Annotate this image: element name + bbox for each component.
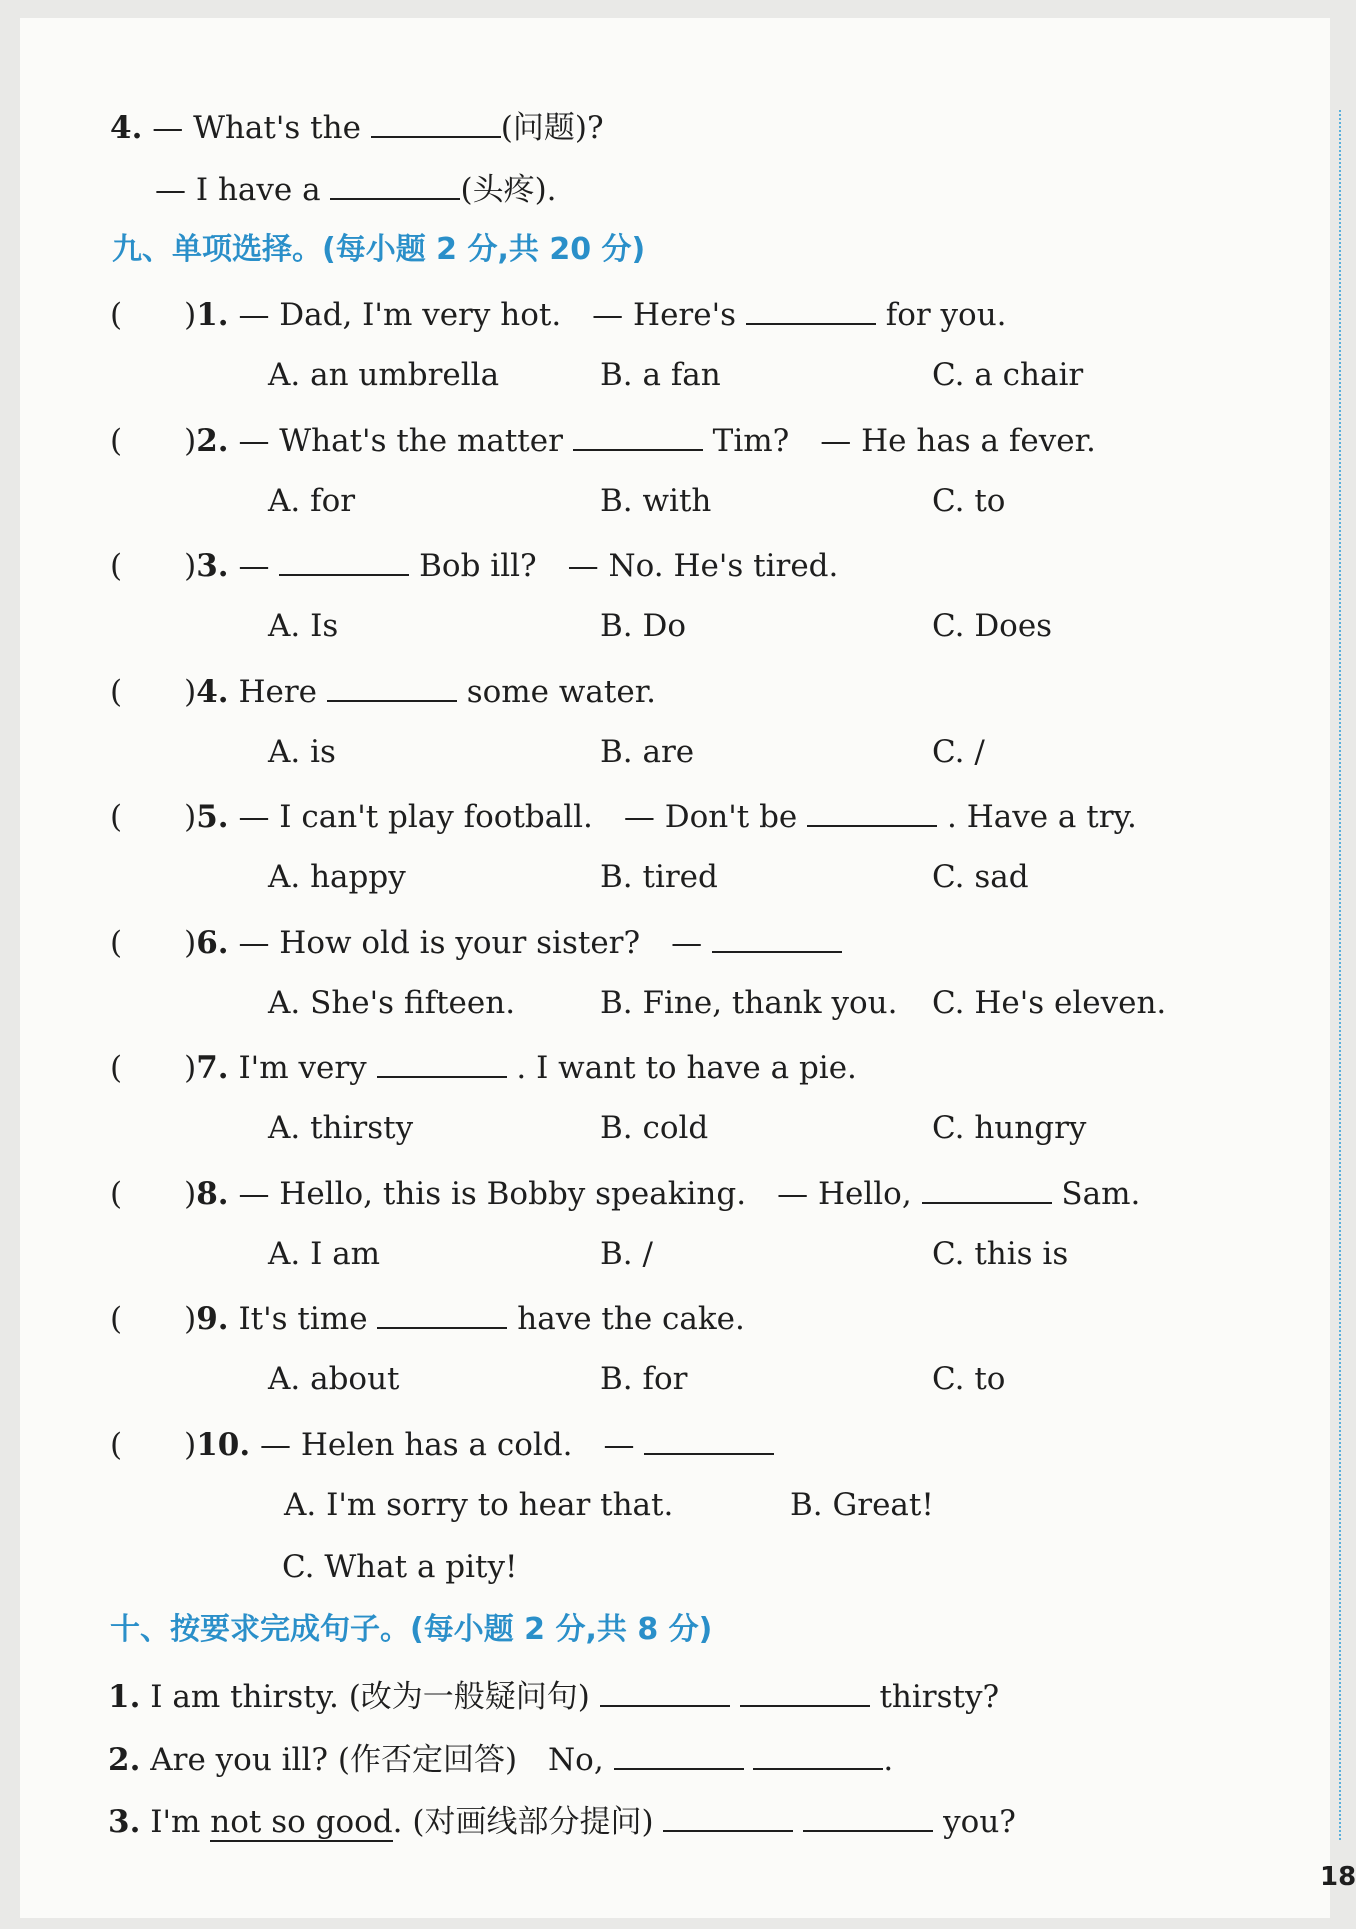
answer-paren[interactable]: ( ) (110, 422, 197, 459)
section-10-item-2: 2. Are you ill? (作否定回答) No, . (108, 1738, 893, 1780)
question-2-option-b: B. with (600, 482, 712, 519)
question-10-option-b: B. Great! (790, 1486, 934, 1523)
question-9-option-c: C. to (932, 1361, 1006, 1397)
section-10-item-1: 1. I am thirsty. (改为一般疑问句) thirsty? (108, 1675, 999, 1717)
answer-blank[interactable] (807, 795, 937, 827)
question-10-option-a: A. I'm sorry to hear that. (284, 1486, 674, 1523)
question-6-option-a: A. She's fifteen. (268, 984, 516, 1021)
answer-paren[interactable]: ( ) (110, 1175, 197, 1212)
answer-blank[interactable] (600, 1675, 730, 1707)
question-9-option-a: A. about (268, 1361, 400, 1397)
question-5-stem: ( )5. — I can't play football. — Don't be . Have a try. (110, 795, 1137, 837)
question-10-stem: ( )10. — Helen has a cold. — (110, 1423, 774, 1465)
question-7-stem: ( )7. I'm very . I want to have a pie. (110, 1046, 857, 1088)
answer-blank[interactable] (330, 168, 460, 200)
question-8-stem: ( )8. — Hello, this is Bobby speaking. — Hello, Sam. (110, 1172, 1140, 1214)
question-3-stem: ( )3. — Bob ill? — No. He's tired. (110, 544, 838, 586)
answer-blank[interactable] (753, 1738, 883, 1770)
page-number: 18 (1320, 1862, 1356, 1892)
answer-blank[interactable] (371, 106, 501, 138)
answer-blank[interactable] (279, 544, 409, 576)
prev-question-4-line1: 4. — What's the (问题)? (110, 106, 604, 148)
answer-paren[interactable]: ( ) (110, 548, 197, 584)
answer-blank[interactable] (614, 1738, 744, 1770)
question-8-option-c: C. this is (932, 1235, 1069, 1272)
answer-blank[interactable] (377, 1297, 507, 1329)
answer-blank[interactable] (803, 1800, 933, 1832)
question-5-option-a: A. happy (268, 859, 406, 895)
question-4-option-c: C. / (932, 733, 985, 770)
answer-blank[interactable] (922, 1172, 1052, 1204)
answer-blank[interactable] (740, 1675, 870, 1707)
answer-blank[interactable] (663, 1800, 793, 1832)
answer-paren[interactable]: ( ) (110, 1426, 197, 1463)
section-9-title: 九、单项选择。(每小题 2 分,共 20 分) (112, 232, 646, 267)
question-7-option-a: A. thirsty (268, 1110, 414, 1146)
question-7-option-b: B. cold (600, 1110, 709, 1146)
answer-paren[interactable]: ( ) (110, 1301, 197, 1337)
question-9-option-b: B. for (600, 1361, 688, 1397)
answer-blank[interactable] (712, 921, 842, 953)
question-1-stem: ( )1. — Dad, I'm very hot. — Here's for you. (110, 293, 1007, 335)
answer-blank[interactable] (746, 293, 876, 325)
question-2-stem: ( )2. — What's the matter Tim? — He has a fever. (110, 419, 1096, 461)
question-9-stem: ( )9. It's time have the cake. (110, 1297, 745, 1339)
question-10-option-c: C. What a pity! (282, 1548, 518, 1585)
question-4-option-b: B. are (600, 733, 695, 770)
question-8-option-a: A. I am (268, 1235, 381, 1272)
answer-paren[interactable]: ( ) (110, 799, 197, 835)
answer-blank[interactable] (377, 1046, 507, 1078)
question-6-option-c: C. He's eleven. (932, 984, 1167, 1021)
question-6-option-b: B. Fine, thank you. (600, 984, 898, 1021)
question-4-stem: ( )4. Here some water. (110, 670, 656, 712)
answer-paren[interactable]: ( ) (110, 673, 197, 710)
question-1-option-c: C. a chair (932, 357, 1084, 393)
question-4-option-a: A. is (268, 733, 336, 770)
margin-dotted-line (1339, 110, 1341, 1840)
prev-question-4-line2: — I have a (头疼). (155, 168, 557, 210)
answer-paren[interactable]: ( ) (110, 1050, 197, 1086)
underlined-phrase: not so good (210, 1804, 393, 1840)
answer-blank[interactable] (573, 419, 703, 451)
section-10-item-3: 3. I'm not so good. (对画线部分提问) you? (108, 1800, 1016, 1842)
question-5-option-c: C. sad (932, 859, 1029, 895)
question-3-option-a: A. Is (268, 608, 339, 644)
answer-paren[interactable]: ( ) (110, 924, 197, 961)
answer-blank[interactable] (327, 670, 457, 702)
answer-blank[interactable] (644, 1423, 774, 1455)
question-6-stem: ( )6. — How old is your sister? — (110, 921, 842, 963)
question-1-option-b: B. a fan (600, 357, 721, 393)
question-3-option-b: B. Do (600, 608, 687, 644)
question-7-option-c: C. hungry (932, 1110, 1087, 1146)
question-2-option-a: A. for (268, 482, 356, 519)
question-2-option-c: C. to (932, 482, 1006, 519)
question-3-option-c: C. Does (932, 608, 1053, 644)
answer-paren[interactable]: ( ) (110, 297, 197, 333)
question-1-option-a: A. an umbrella (268, 357, 500, 393)
question-5-option-b: B. tired (600, 859, 718, 895)
question-8-option-b: B. / (600, 1235, 653, 1272)
section-10-title: 十、按要求完成句子。(每小题 2 分,共 8 分) (110, 1612, 713, 1647)
